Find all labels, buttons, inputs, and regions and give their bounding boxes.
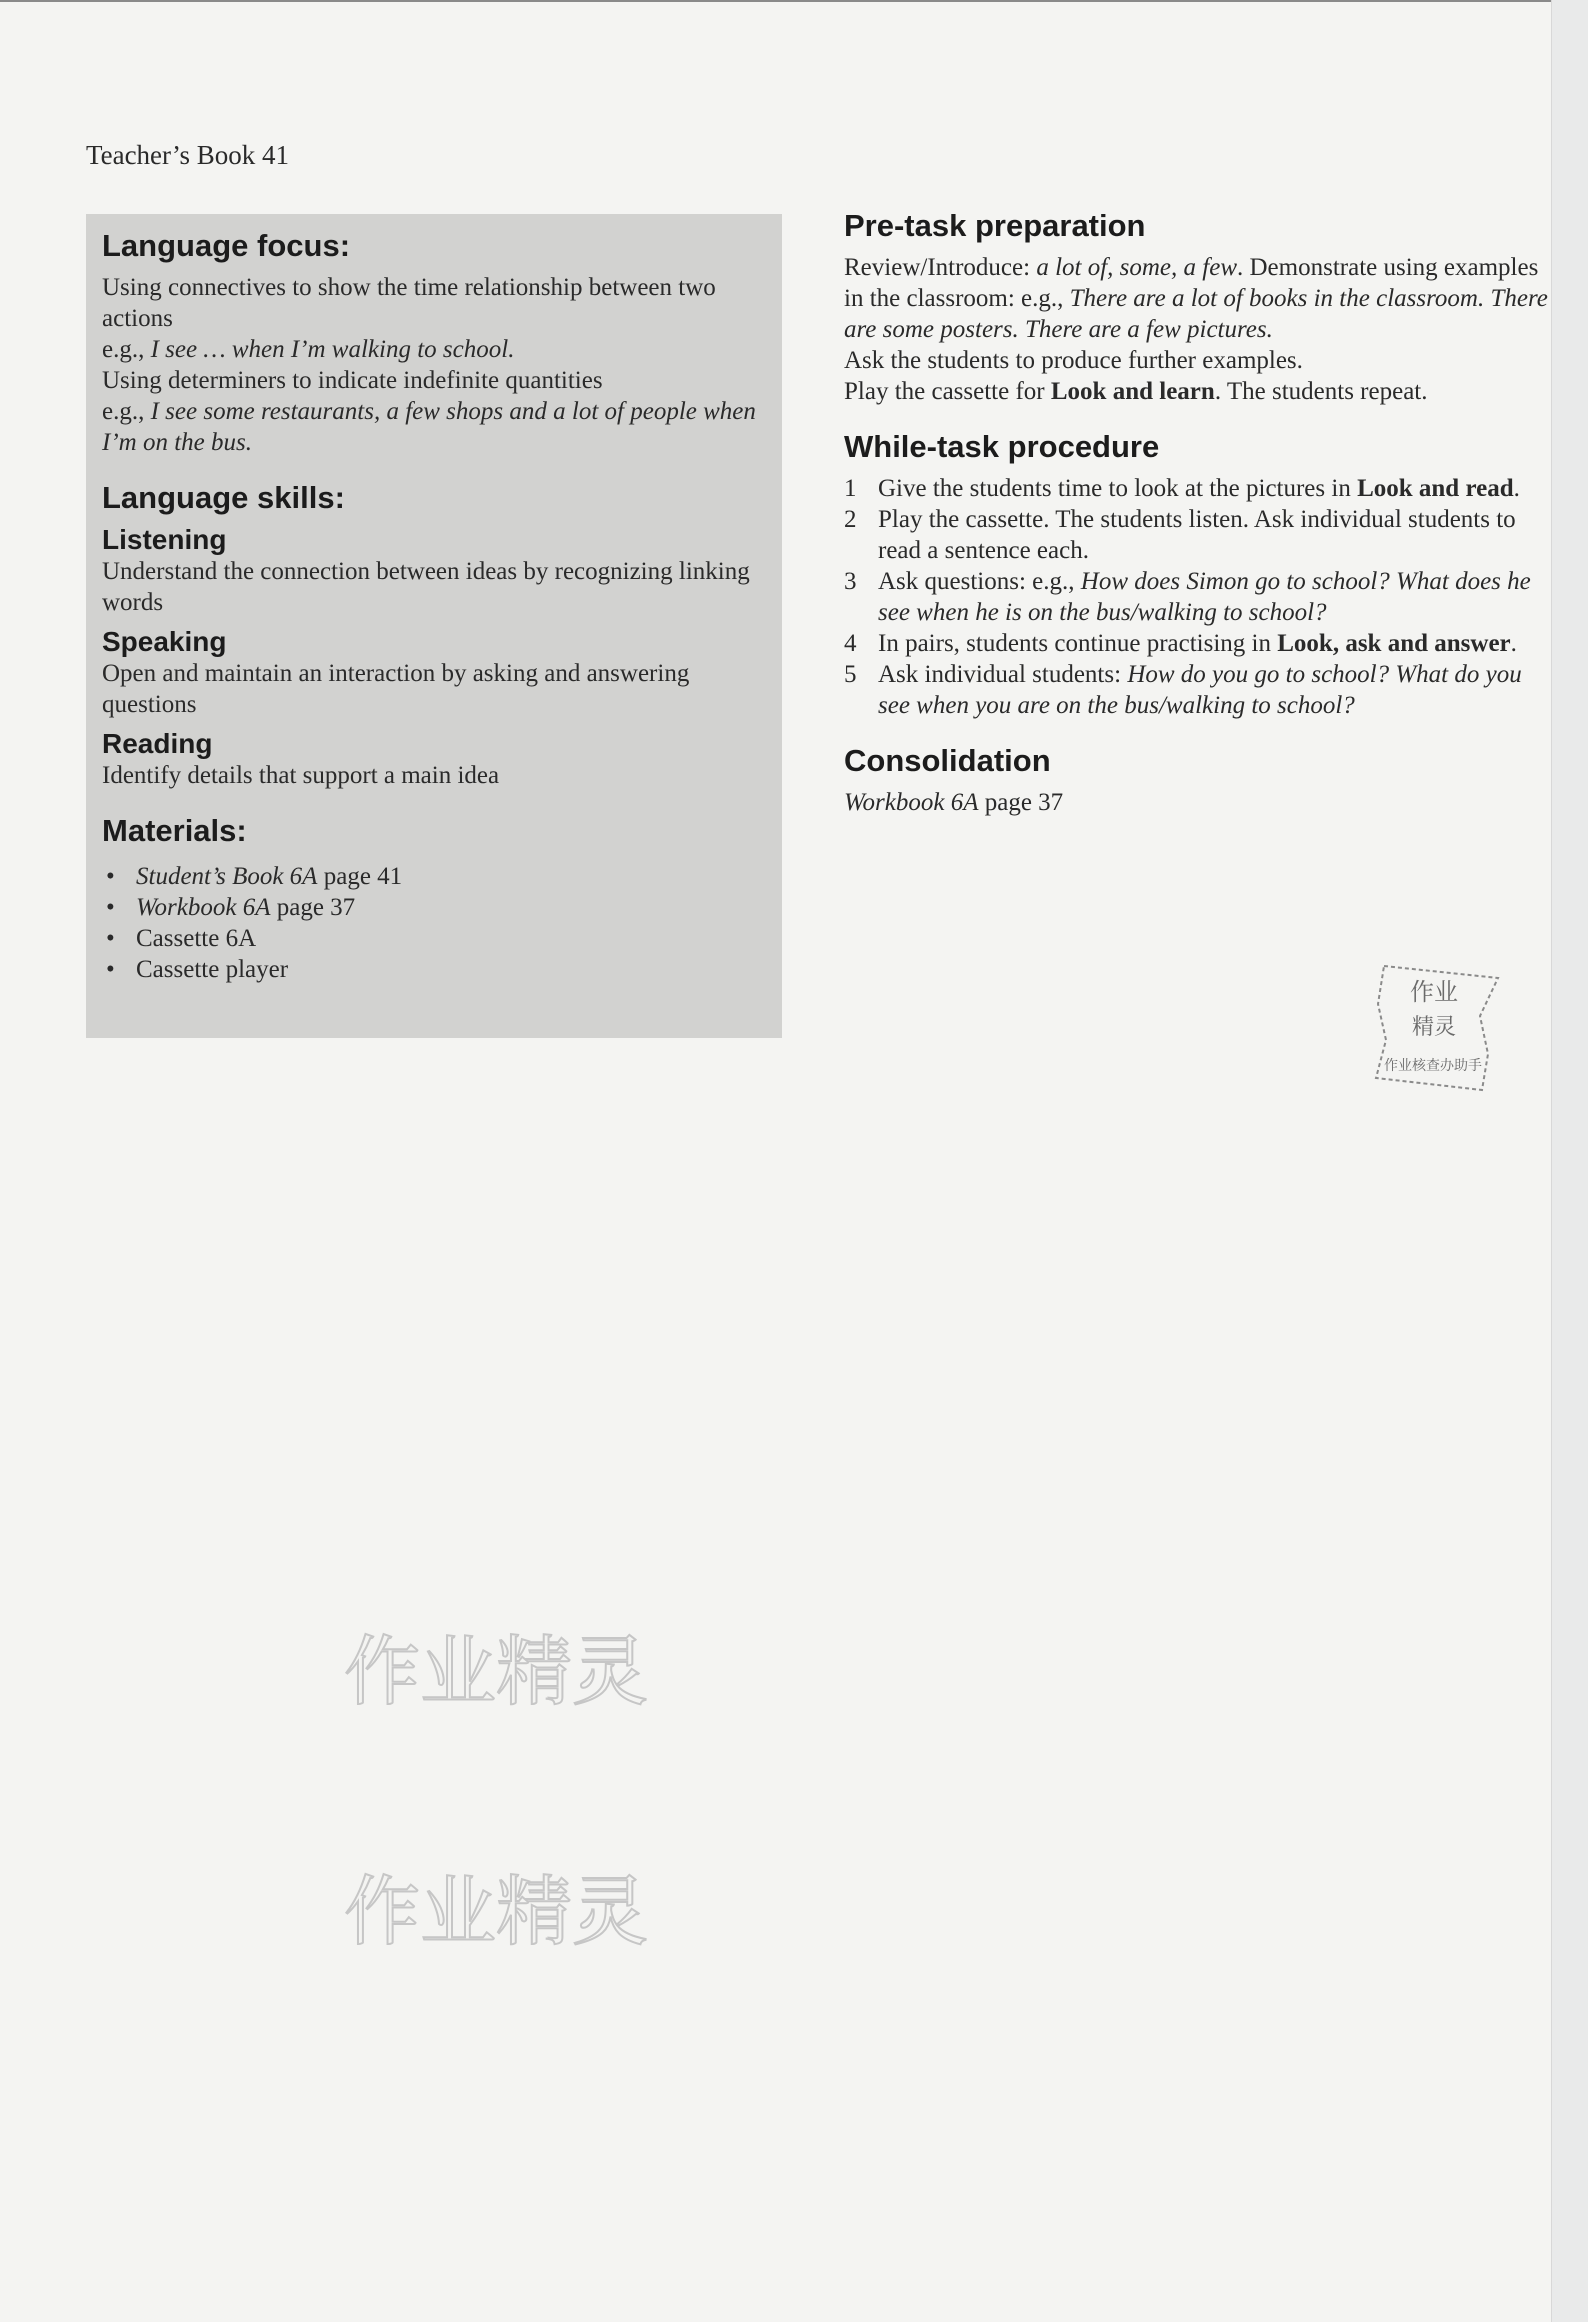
list-item: • Cassette player: [106, 956, 289, 983]
while-task-steps: [844, 473, 1550, 721]
pre-task-paragraph: Review/Introduce: a lot of, some, a few. Demonstrate using examples in the classroom: e.g., There are a lot of books in the classroom. There are some posters. There are a few pictures.: [844, 254, 1548, 343]
list-item: 3 Ask questions: e.g., How does Simon go to school? What does he see when he is on the bus/walking to school?: [844, 568, 1531, 626]
list-item: • Cassette 6A: [106, 925, 257, 952]
watermark-text: 作业精灵: [344, 1627, 648, 1716]
list-item: • Workbook 6A page 37: [106, 894, 356, 921]
consolidation-text: Workbook 6A page 37: [844, 789, 1064, 816]
consolidation-heading: Consolidation: [844, 743, 1051, 778]
language-focus-example: e.g., I see some restaurants, a few shops and a lot of people when I’m on the bus.: [102, 398, 756, 456]
list-item: 4 In pairs, students continue practising in Look, ask and answer.: [844, 630, 1517, 657]
running-head: Teacher’s Book 41: [86, 140, 290, 170]
stamp-text: 作业核查办助手: [1384, 1058, 1482, 1074]
reading-heading: Reading: [102, 728, 213, 759]
speaking-heading: Speaking: [102, 626, 227, 657]
procedure-column: [844, 208, 1550, 818]
page-edge: [1551, 0, 1588, 2322]
listening-heading: Listening: [102, 524, 227, 555]
lesson-overview-box: [86, 214, 782, 1038]
pre-task-heading: Pre-task preparation: [844, 208, 1146, 243]
language-focus-heading: Language focus:: [102, 228, 351, 263]
stamp-text: 作业: [1410, 978, 1458, 1006]
watermark: [340, 1850, 650, 1960]
pre-task-paragraph: Ask the students to produce further examples.: [844, 347, 1303, 374]
list-item: • Student’s Book 6A page 41: [106, 863, 403, 890]
stamp-logo: [1370, 960, 1500, 1108]
materials-heading: Materials:: [102, 813, 247, 848]
language-focus-line: Using determiners to indicate indefinite quantities: [102, 367, 603, 394]
list-item: 5 Ask individual students: How do you go to school? What do you see when you are on the bus/walking to school?: [844, 661, 1522, 719]
language-focus-example: e.g., I see … when I’m walking to school.: [102, 336, 515, 363]
reading-text: Identify details that support a main idea: [102, 762, 500, 789]
language-skills-heading: Language skills:: [102, 480, 345, 515]
speaking-text: Open and maintain an interaction by asking and answering questions: [102, 660, 690, 718]
language-focus-line: Using connectives to show the time relationship between two actions: [102, 274, 716, 332]
listening-text: Understand the connection between ideas by recognizing linking words: [102, 558, 750, 616]
stamp-text: 精灵: [1412, 1015, 1457, 1040]
while-task-heading: While-task procedure: [844, 429, 1160, 464]
list-item: 2 Play the cassette. The students listen. Ask individual students to read a sentence each.: [844, 506, 1516, 564]
pre-task-paragraph: Play the cassette for Look and learn. The students repeat.: [844, 378, 1428, 405]
list-item: 1 Give the students time to look at the pictures in Look and read.: [844, 475, 1520, 502]
watermark: [340, 1610, 650, 1720]
watermark-text: 作业精灵: [344, 1867, 648, 1956]
top-rule: [0, 0, 1552, 2]
materials-list: [102, 861, 764, 985]
